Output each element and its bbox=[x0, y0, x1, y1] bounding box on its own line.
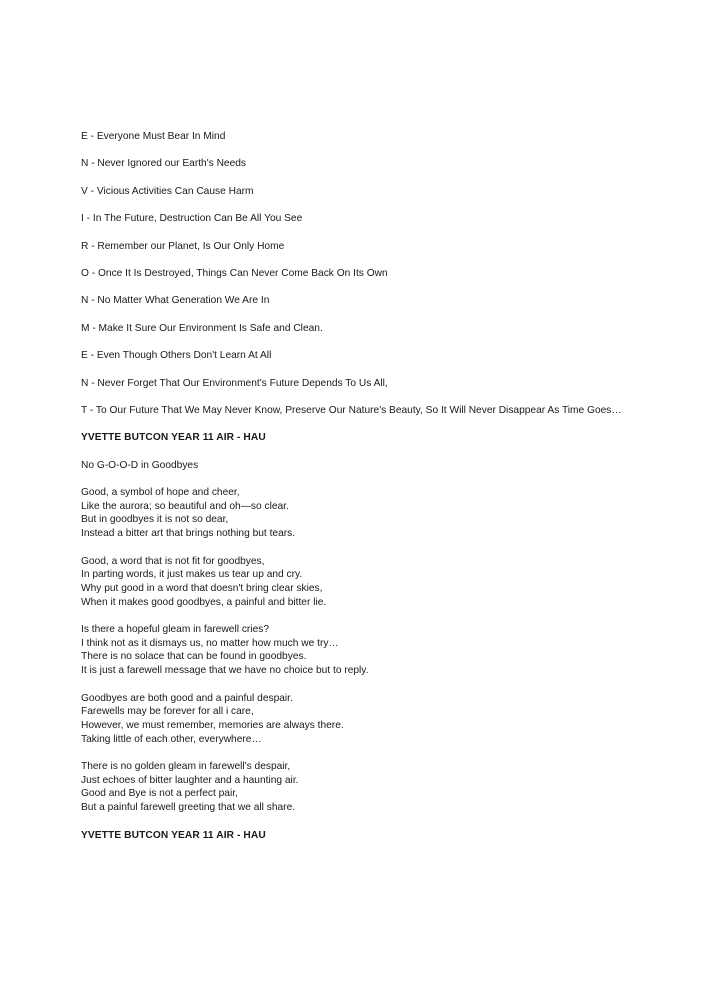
poem-line: When it makes good goodbyes, a painful and bitter lie. bbox=[81, 596, 327, 608]
poem-line: Taking little of each other, everywhere… bbox=[81, 733, 262, 745]
poem-line: Good, a word that is not fit for goodbyes, bbox=[81, 555, 265, 567]
poem-line: I think not as it dismays us, no matter how much we try… bbox=[81, 637, 339, 649]
poem-stanza-4 bbox=[81, 692, 641, 747]
poem-line: Good, a symbol of hope and cheer, bbox=[81, 487, 240, 499]
document-content bbox=[81, 130, 641, 856]
acrostic-line-t: T - To Our Future That We May Never Know, Preserve Our Nature's Beauty, So It Will Never Disappear As Time Goes… bbox=[81, 404, 622, 416]
acrostic-line-m: M - Make It Sure Our Environment Is Safe and Clean. bbox=[81, 322, 323, 334]
poem-line: In parting words, it just makes us tear up and cry. bbox=[81, 569, 303, 581]
acrostic-line-e1: E - Everyone Must Bear In Mind bbox=[81, 131, 226, 142]
acrostic-line-n2: N - No Matter What Generation We Are In bbox=[81, 295, 270, 307]
acrostic-line-v: V - Vicious Activities Can Cause Harm bbox=[81, 185, 254, 197]
poem-line: But in goodbyes it is not so dear, bbox=[81, 514, 229, 526]
acrostic-line-r: R - Remember our Planet, Is Our Only Home bbox=[81, 240, 285, 252]
acrostic-line-o: O - Once It Is Destroyed, Things Can Never Come Back On Its Own bbox=[81, 267, 388, 279]
acrostic-line-e2: E - Even Though Others Don't Learn At All bbox=[81, 350, 272, 362]
poem-line: It is just a farewell message that we have no choice but to reply. bbox=[81, 665, 369, 677]
poem-line: Like the aurora; so beautiful and oh—so clear. bbox=[81, 500, 289, 512]
poem-line: Why put good in a word that doesn't bring clear skies, bbox=[81, 582, 323, 594]
poem-line: Good and Bye is not a perfect pair, bbox=[81, 788, 238, 800]
poem-line: Just echoes of bitter laughter and a haunting air. bbox=[81, 774, 299, 786]
poem-stanza-3 bbox=[81, 623, 641, 678]
poem-line: Goodbyes are both good and a painful despair. bbox=[81, 692, 293, 704]
acrostic-poem bbox=[81, 130, 641, 418]
poem-title: No G-O-O-D in Goodbyes bbox=[81, 459, 199, 471]
acrostic-line-n1: N - Never Ignored our Earth's Needs bbox=[81, 158, 247, 170]
acrostic-line-i: I - In The Future, Destruction Can Be All You See bbox=[81, 213, 303, 225]
poem-line: Farewells may be forever for all i care, bbox=[81, 706, 254, 718]
poem-line: Is there a hopeful gleam in farewell cries? bbox=[81, 624, 270, 636]
poem-stanza-5 bbox=[81, 760, 641, 815]
poem-line: However, we must remember, memories are always there. bbox=[81, 719, 344, 731]
poem-line: There is no solace that can be found in goodbyes. bbox=[81, 651, 307, 663]
poem-stanza-1 bbox=[81, 486, 641, 541]
poem-line: Instead a bitter art that brings nothing but tears. bbox=[81, 528, 296, 540]
acrostic-author: YVETTE BUTCON YEAR 11 AIR - HAU bbox=[81, 432, 266, 444]
poem-line: But a painful farewell greeting that we all share. bbox=[81, 802, 296, 814]
poem-author: YVETTE BUTCON YEAR 11 AIR - HAU bbox=[81, 829, 266, 841]
poem-line: There is no golden gleam in farewell's despair, bbox=[81, 761, 291, 773]
acrostic-line-n3: N - Never Forget That Our Environment's Future Depends To Us All, bbox=[81, 377, 388, 389]
poem-stanza-2 bbox=[81, 555, 641, 610]
